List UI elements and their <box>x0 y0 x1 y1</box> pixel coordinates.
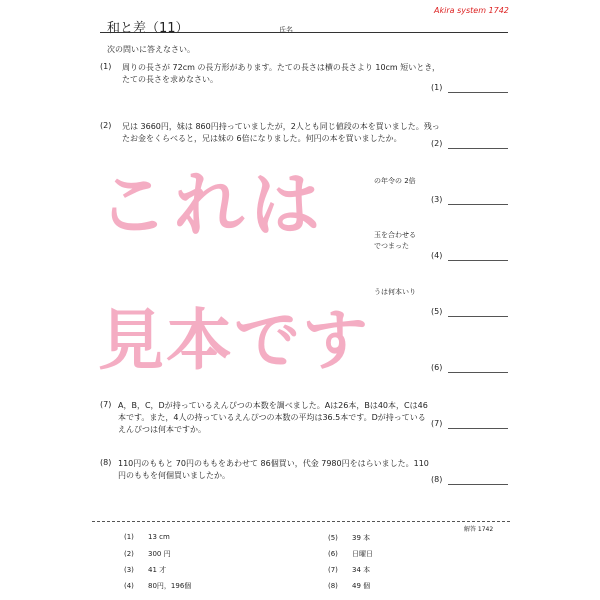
worksheet-title: 和と差（11） <box>107 21 189 36</box>
answer-key-value: 41 才 <box>148 566 167 574</box>
question-fragment: 玉を合わせる でつまった <box>374 231 416 250</box>
question-number: (8) <box>100 458 112 467</box>
question-fragment: うは何本いり <box>374 288 416 296</box>
answer-key-value: 39 本 <box>352 534 371 542</box>
answer-key-num: (3) <box>124 566 134 574</box>
answer-key-value: 80円，196個 <box>148 582 192 590</box>
answer-line <box>448 372 508 373</box>
question-number: (7) <box>100 400 112 409</box>
answer-key-item <box>124 549 171 559</box>
answer-key-num: (2) <box>124 550 134 558</box>
question-number: (1) <box>100 62 112 71</box>
answer-label: (6) <box>431 363 443 372</box>
brand-label: Akira system 1742 <box>434 6 509 15</box>
question-text: 兄は 3660円，妹は 860円持っていましたが，2人とも同じ値段の本を買いました。残ったお金をくらべると，兄は妹の 6倍になりました。何円の本を買いましたか。 <box>122 122 440 143</box>
instruction: 次の問いに答えなさい。 <box>107 45 195 54</box>
name-label: 氏名 <box>279 26 293 34</box>
answer-key-num: (5) <box>328 534 338 542</box>
header-divider <box>100 32 508 33</box>
answer-key-item <box>328 549 373 559</box>
answer-line <box>448 204 508 205</box>
question-number: (2) <box>100 121 112 130</box>
answer-key-num: (1) <box>124 533 134 541</box>
answer-key-num: (8) <box>328 582 338 590</box>
answer-line <box>448 484 508 485</box>
answer-label: (5) <box>431 307 443 316</box>
answer-key-value: 日曜日 <box>352 550 373 558</box>
answer-key-num: (6) <box>328 550 338 558</box>
question-text: 110円のももと 70円のももをあわせて 86個買い，代金 7980円をはらいました。110円のももを何個買いましたか。 <box>118 459 429 480</box>
answer-key-num: (4) <box>124 582 134 590</box>
question-fragment: の年令の 2倍 <box>374 177 416 185</box>
answer-key-value: 300 円 <box>148 550 171 558</box>
answer-label: (2) <box>431 139 443 148</box>
answer-label: (8) <box>431 475 443 484</box>
answer-line <box>448 92 508 93</box>
answer-key-value: 49 個 <box>352 582 371 590</box>
answer-label: (7) <box>431 419 443 428</box>
cut-line <box>92 521 510 522</box>
answer-key-value: 34 本 <box>352 566 371 574</box>
question-text: 周りの長さが 72cm の長方形があります。たての長さは横の長さより 10cm 短いとき，たての長さを求めなさい。 <box>122 63 440 84</box>
answer-line <box>448 316 508 317</box>
question-text: A，B，C，Dが持っているえんぴつの本数を調べました。Aは26本，Bは40本，Cは46本です。また，4人の持っているえんぴつの本数の平均は36.5本です。Dが持っているえんぴつは何本ですか。 <box>118 401 428 434</box>
answer-line <box>448 148 508 149</box>
answer-key-label: 解答 1742 <box>464 526 494 533</box>
answer-key-value: 13 cm <box>148 533 170 541</box>
answer-line <box>448 428 508 429</box>
answer-key-item <box>328 533 370 543</box>
answer-key-item <box>124 565 166 575</box>
answer-label: (3) <box>431 195 443 204</box>
answer-line <box>448 260 508 261</box>
answer-key-item <box>328 565 370 575</box>
answer-key-item <box>124 581 191 591</box>
answer-key-item <box>124 533 170 541</box>
answer-label: (4) <box>431 251 443 260</box>
sample-watermark-line1: これは <box>98 164 326 246</box>
answer-key-num: (7) <box>328 566 338 574</box>
answer-label: (1) <box>431 83 443 92</box>
answer-key-item <box>328 581 370 591</box>
sample-watermark-line2: 見本です <box>98 302 370 379</box>
